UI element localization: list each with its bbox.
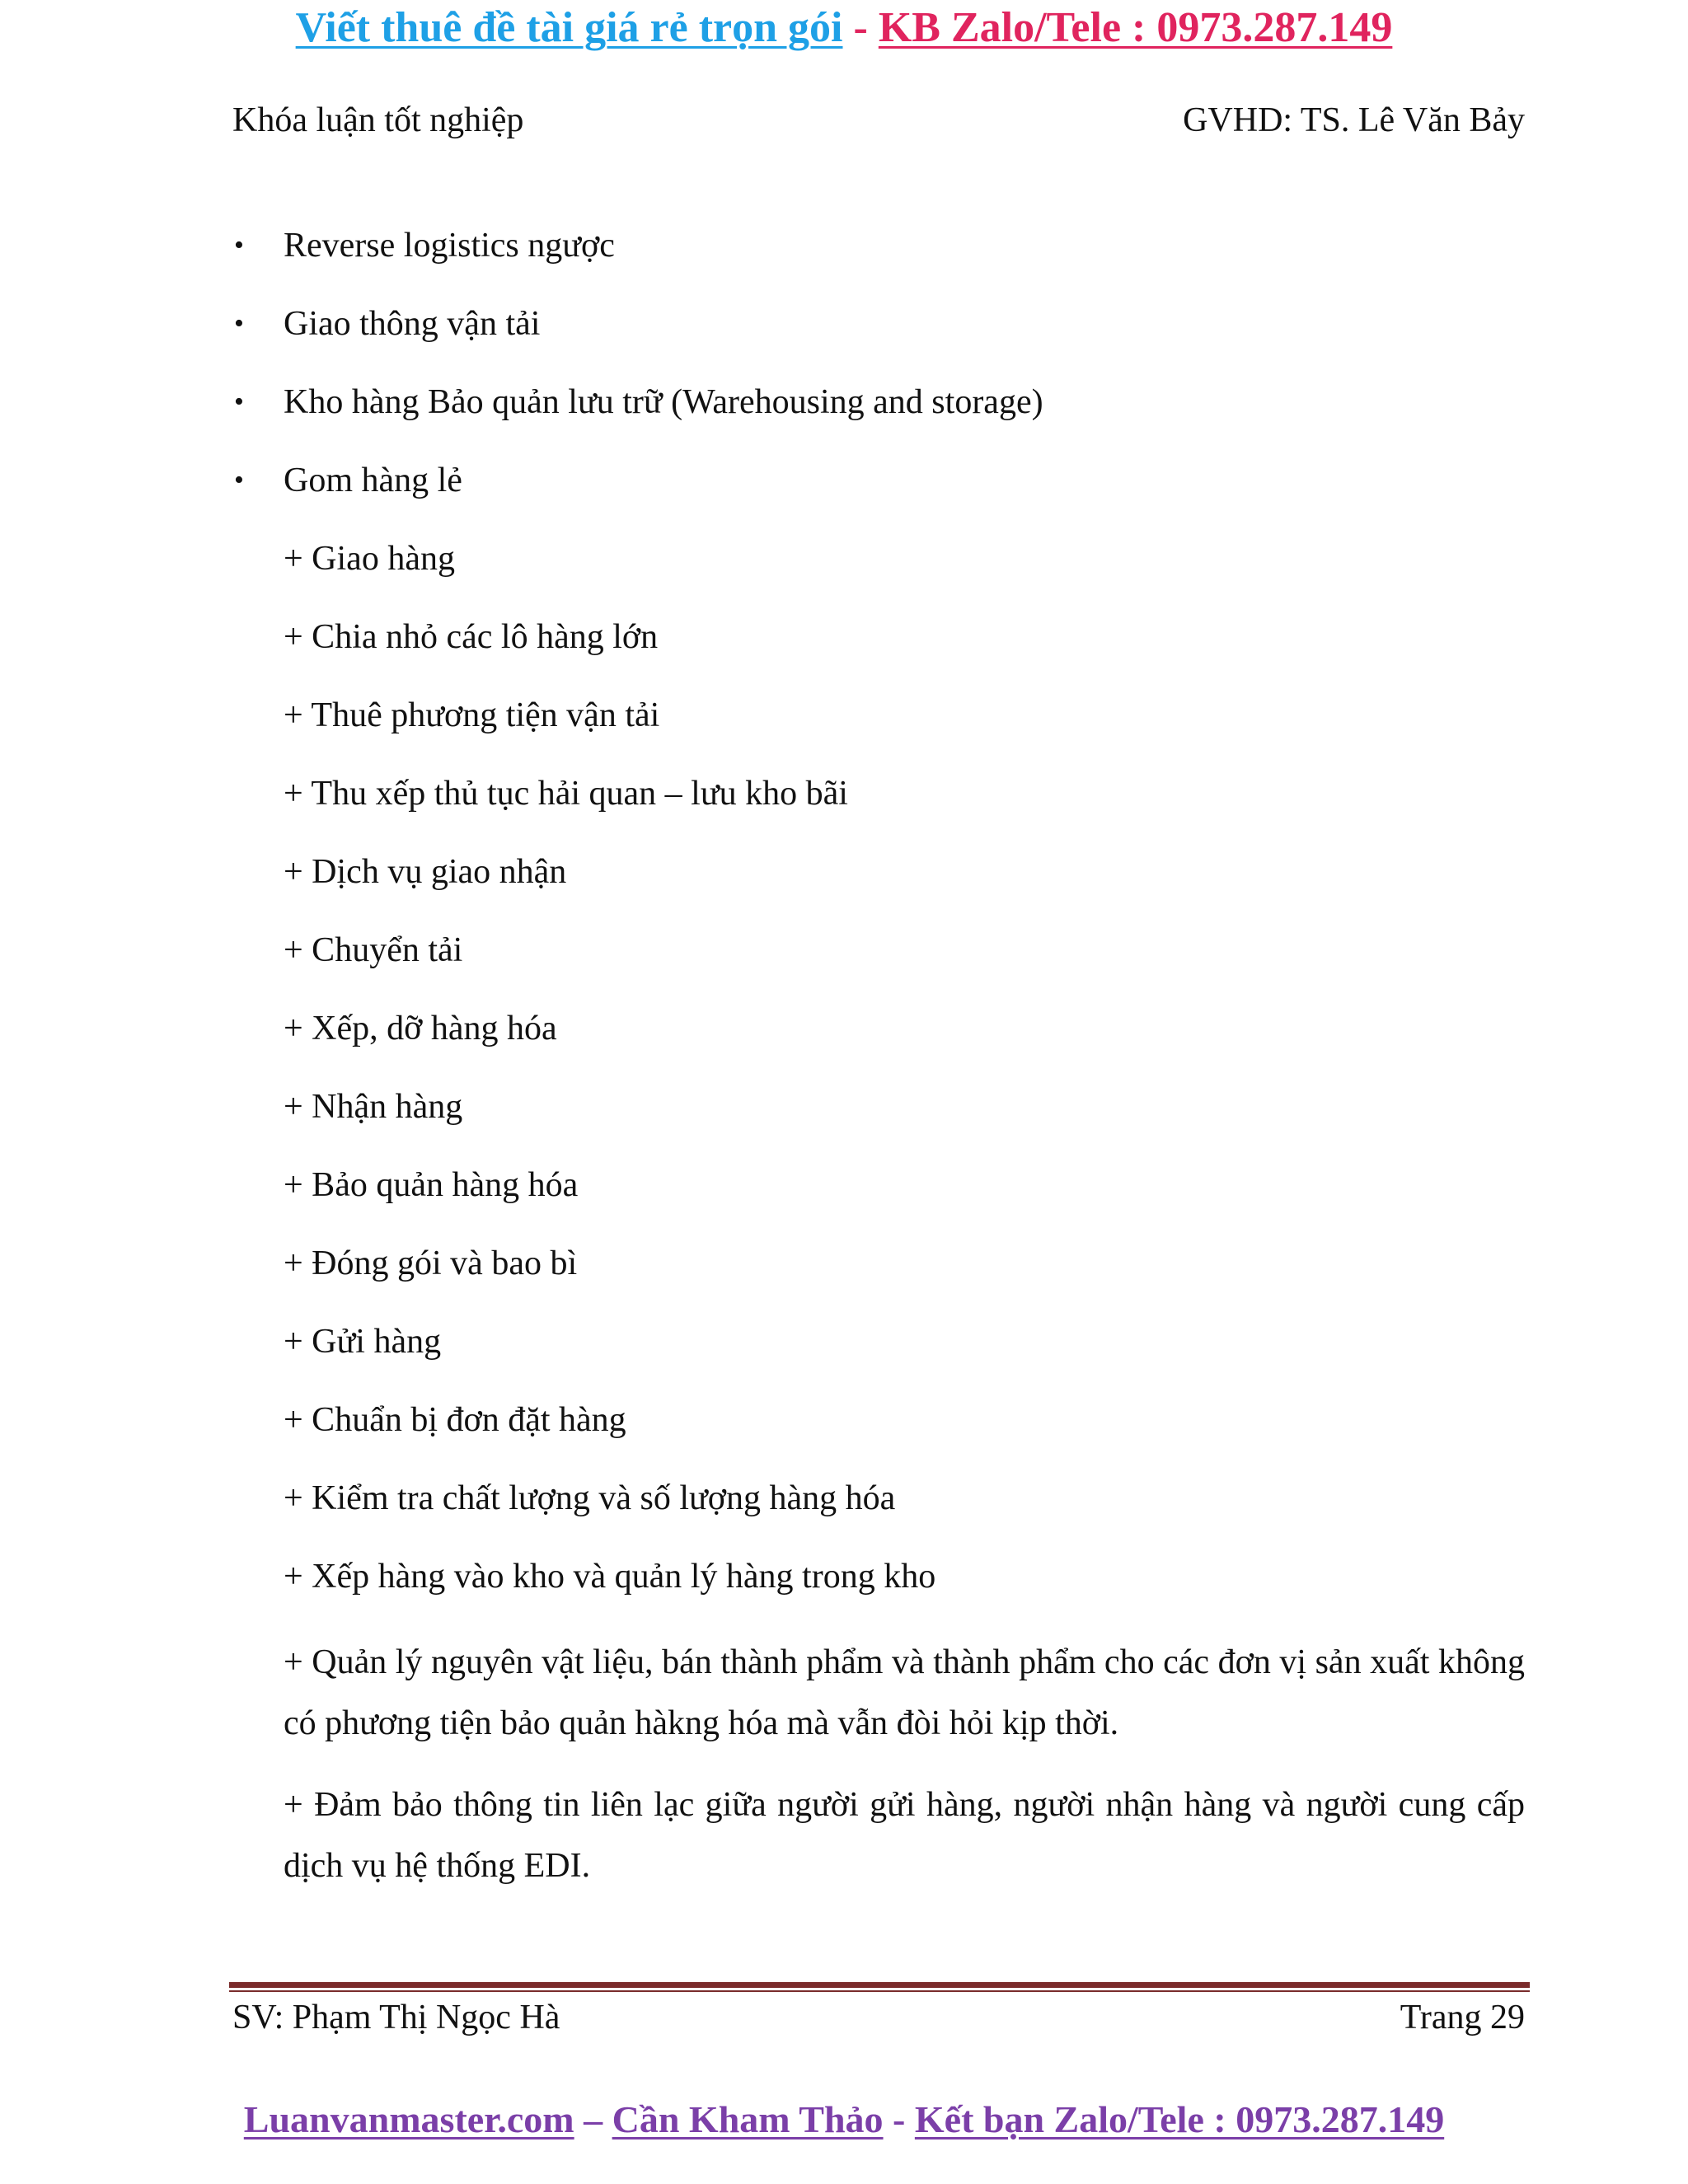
footer-page-number: Trang 29 xyxy=(1400,1999,1525,2036)
top-banner xyxy=(0,2,1688,54)
sub-list-item: + Bảo quản hàng hóa xyxy=(284,1166,579,1204)
sub-list-item: + Chia nhỏ các lô hàng lớn xyxy=(284,618,659,656)
bullet-item xyxy=(232,223,1525,269)
bullet-item xyxy=(232,379,1525,425)
banner-separator: - xyxy=(883,2098,915,2140)
bullet-item-text: Gom hàng lẻ xyxy=(284,462,462,499)
banner-separator: - xyxy=(842,4,879,51)
bullet-item-text: Kho hàng Bảo quản lưu trữ (Warehousing and storage) xyxy=(284,383,1043,421)
banner-link-zalo[interactable]: Kết bạn Zalo/Tele : 0973.287.149 xyxy=(914,2098,1445,2140)
sub-list-item: + Đóng gói và bao bì xyxy=(284,1244,578,1282)
banner-link-contact[interactable]: KB Zalo/Tele : 0973.287.149 xyxy=(878,4,1393,51)
banner-link-name[interactable]: Cần Kham Thảo xyxy=(612,2098,884,2140)
footer-divider xyxy=(229,1982,1530,1992)
sub-list-item: + Thu xếp thủ tục hải quan – lưu kho bãi xyxy=(284,775,848,813)
sub-list-item: + Dịch vụ giao nhận xyxy=(284,853,567,891)
sub-list-item: + Xếp, dỡ hàng hóa xyxy=(284,1010,557,1047)
page-body xyxy=(232,223,1525,1917)
bottom-banner xyxy=(0,2095,1688,2144)
bullet-item xyxy=(232,301,1525,347)
sub-list-item: + Xếp hàng vào kho và quản lý hàng trong kho xyxy=(284,1558,936,1596)
sub-list-item: + Thuê phương tiện vận tải xyxy=(284,696,660,734)
header-supervisor: GVHD: TS. Lê Văn Bảy xyxy=(1183,101,1525,139)
banner-separator: – xyxy=(574,2098,612,2140)
banner-link-website[interactable]: Luanvanmaster.com xyxy=(243,2098,574,2140)
sub-list-item: + Nhận hàng xyxy=(284,1088,463,1126)
footer-student-name: SV: Phạm Thị Ngọc Hà xyxy=(232,1999,560,2036)
running-footer xyxy=(232,1994,1525,2041)
sub-list-item: + Chuẩn bị đơn đặt hàng xyxy=(284,1401,626,1439)
sub-list-paragraph: + Đảm bảo thông tin liên lạc giữa người gửi hàng, người nhận hàng và người cung cấp dịch vụ hệ thống EDI. xyxy=(284,1786,1525,1885)
footer-divider-thick-line xyxy=(229,1982,1530,1988)
bullet-dot: • xyxy=(234,465,244,495)
sub-list-paragraph: + Quản lý nguyên vật liệu, bán thành phẩm và thành phẩm cho các đơn vị sản xuất không có phương tiện bảo quản hàkng hóa mà vẫn đòi hỏi kịp thời. xyxy=(284,1643,1525,1742)
bullet-dot: • xyxy=(234,387,244,417)
sub-list-item: + Kiểm tra chất lượng và số lượng hàng hóa xyxy=(284,1479,896,1517)
bullet-item-text: Reverse logistics ngược xyxy=(284,227,615,265)
sub-list-item: + Gửi hàng xyxy=(284,1323,442,1361)
header-thesis-title: Khóa luận tốt nghiệp xyxy=(232,101,524,139)
bullet-dot: • xyxy=(234,308,244,339)
bullet-item xyxy=(232,457,1525,504)
sub-list-item: + Chuyển tải xyxy=(284,931,463,969)
bullet-dot: • xyxy=(234,230,244,260)
sub-list-item: + Giao hàng xyxy=(284,540,455,578)
banner-link-writing-service[interactable]: Viết thuê đề tài giá rẻ trọn gói xyxy=(295,4,843,51)
footer-divider-thin-line xyxy=(229,1990,1530,1992)
bullet-item-text: Giao thông vận tải xyxy=(284,305,541,343)
running-header xyxy=(232,97,1525,143)
